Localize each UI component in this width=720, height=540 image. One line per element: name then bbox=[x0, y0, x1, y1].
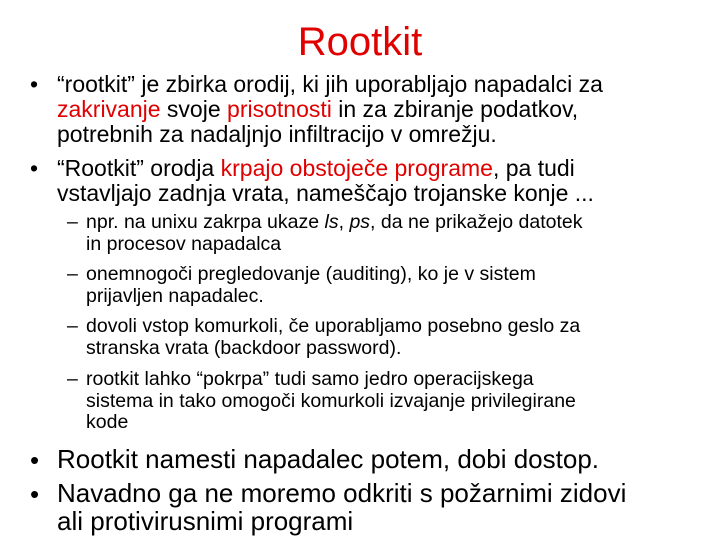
sub-bullet-text bbox=[86, 212, 717, 255]
bullet-icon: • bbox=[30, 479, 40, 509]
highlighted-term: krpajo obstoječe programe bbox=[220, 155, 493, 181]
highlighted-term: prisotnosti bbox=[227, 96, 332, 122]
command-name: ls bbox=[324, 211, 339, 233]
dash-icon: – bbox=[67, 368, 78, 390]
text-fragment: npr. na unixu zakrpa ukaze bbox=[86, 211, 325, 233]
dash-icon: – bbox=[67, 315, 78, 337]
text-line: potrebnih za nadaljnjo infiltracijo v omrežju. bbox=[57, 121, 497, 147]
text-line: in procesov napadalca bbox=[86, 232, 282, 255]
text-line: Rootkit namesti napadalec potem, dobi dostop. bbox=[57, 444, 600, 474]
text-line: rootkit lahko “pokrpa” tudi samo jedro operacijskega bbox=[86, 368, 534, 390]
bullet-text bbox=[57, 446, 710, 474]
dash-icon: – bbox=[67, 263, 78, 285]
text-line: prijavljen napadalec. bbox=[86, 284, 264, 307]
highlighted-term: zakrivanje bbox=[57, 96, 161, 122]
bullet-icon: • bbox=[30, 445, 40, 475]
command-name: ps bbox=[349, 211, 371, 233]
bullet-text bbox=[57, 72, 710, 147]
dash-icon: – bbox=[67, 211, 78, 233]
text-line: kode bbox=[86, 411, 129, 433]
text-fragment: , da ne prikažejo datotek bbox=[370, 211, 583, 233]
sub-bullet-text bbox=[86, 369, 717, 434]
slide-title: Rootkit bbox=[297, 20, 423, 64]
text-line: onemnogoči pregledovanje (auditing), ko je v sistem bbox=[86, 263, 536, 285]
bullet-icon: • bbox=[30, 155, 39, 181]
bullet-text bbox=[57, 480, 710, 535]
text-line: vstavljajo zadnja vrata, nameščajo trojanske konje ... bbox=[57, 180, 594, 206]
text-line: ali protivirusnimi programi bbox=[57, 505, 354, 536]
text-line: dovoli vstop komurkoli, če uporabljamo posebno geslo za bbox=[86, 315, 581, 337]
bullet-text bbox=[57, 156, 710, 206]
text-line: Navadno ga ne moremo odkriti s požarnimi zidovi bbox=[57, 478, 627, 508]
sub-bullet-text bbox=[86, 264, 717, 307]
text-fragment: , pa tudi bbox=[492, 155, 575, 181]
text-fragment: “Rootkit” orodja bbox=[57, 155, 221, 181]
text-line: “rootkit” je zbirka orodij, ki jih uporabljajo napadalci za bbox=[57, 71, 603, 97]
text-fragment: in za zbiranje podatkov, bbox=[331, 96, 579, 122]
text-fragment: svoje bbox=[160, 96, 228, 122]
text-line: sistema in tako omogoči komurkoli izvajanje privilegirane bbox=[86, 389, 576, 412]
text-line: stranska vrata (backdoor password). bbox=[86, 336, 402, 359]
bullet-icon: • bbox=[30, 71, 39, 97]
sub-bullet-text bbox=[86, 316, 717, 359]
text-fragment: , bbox=[338, 211, 350, 233]
